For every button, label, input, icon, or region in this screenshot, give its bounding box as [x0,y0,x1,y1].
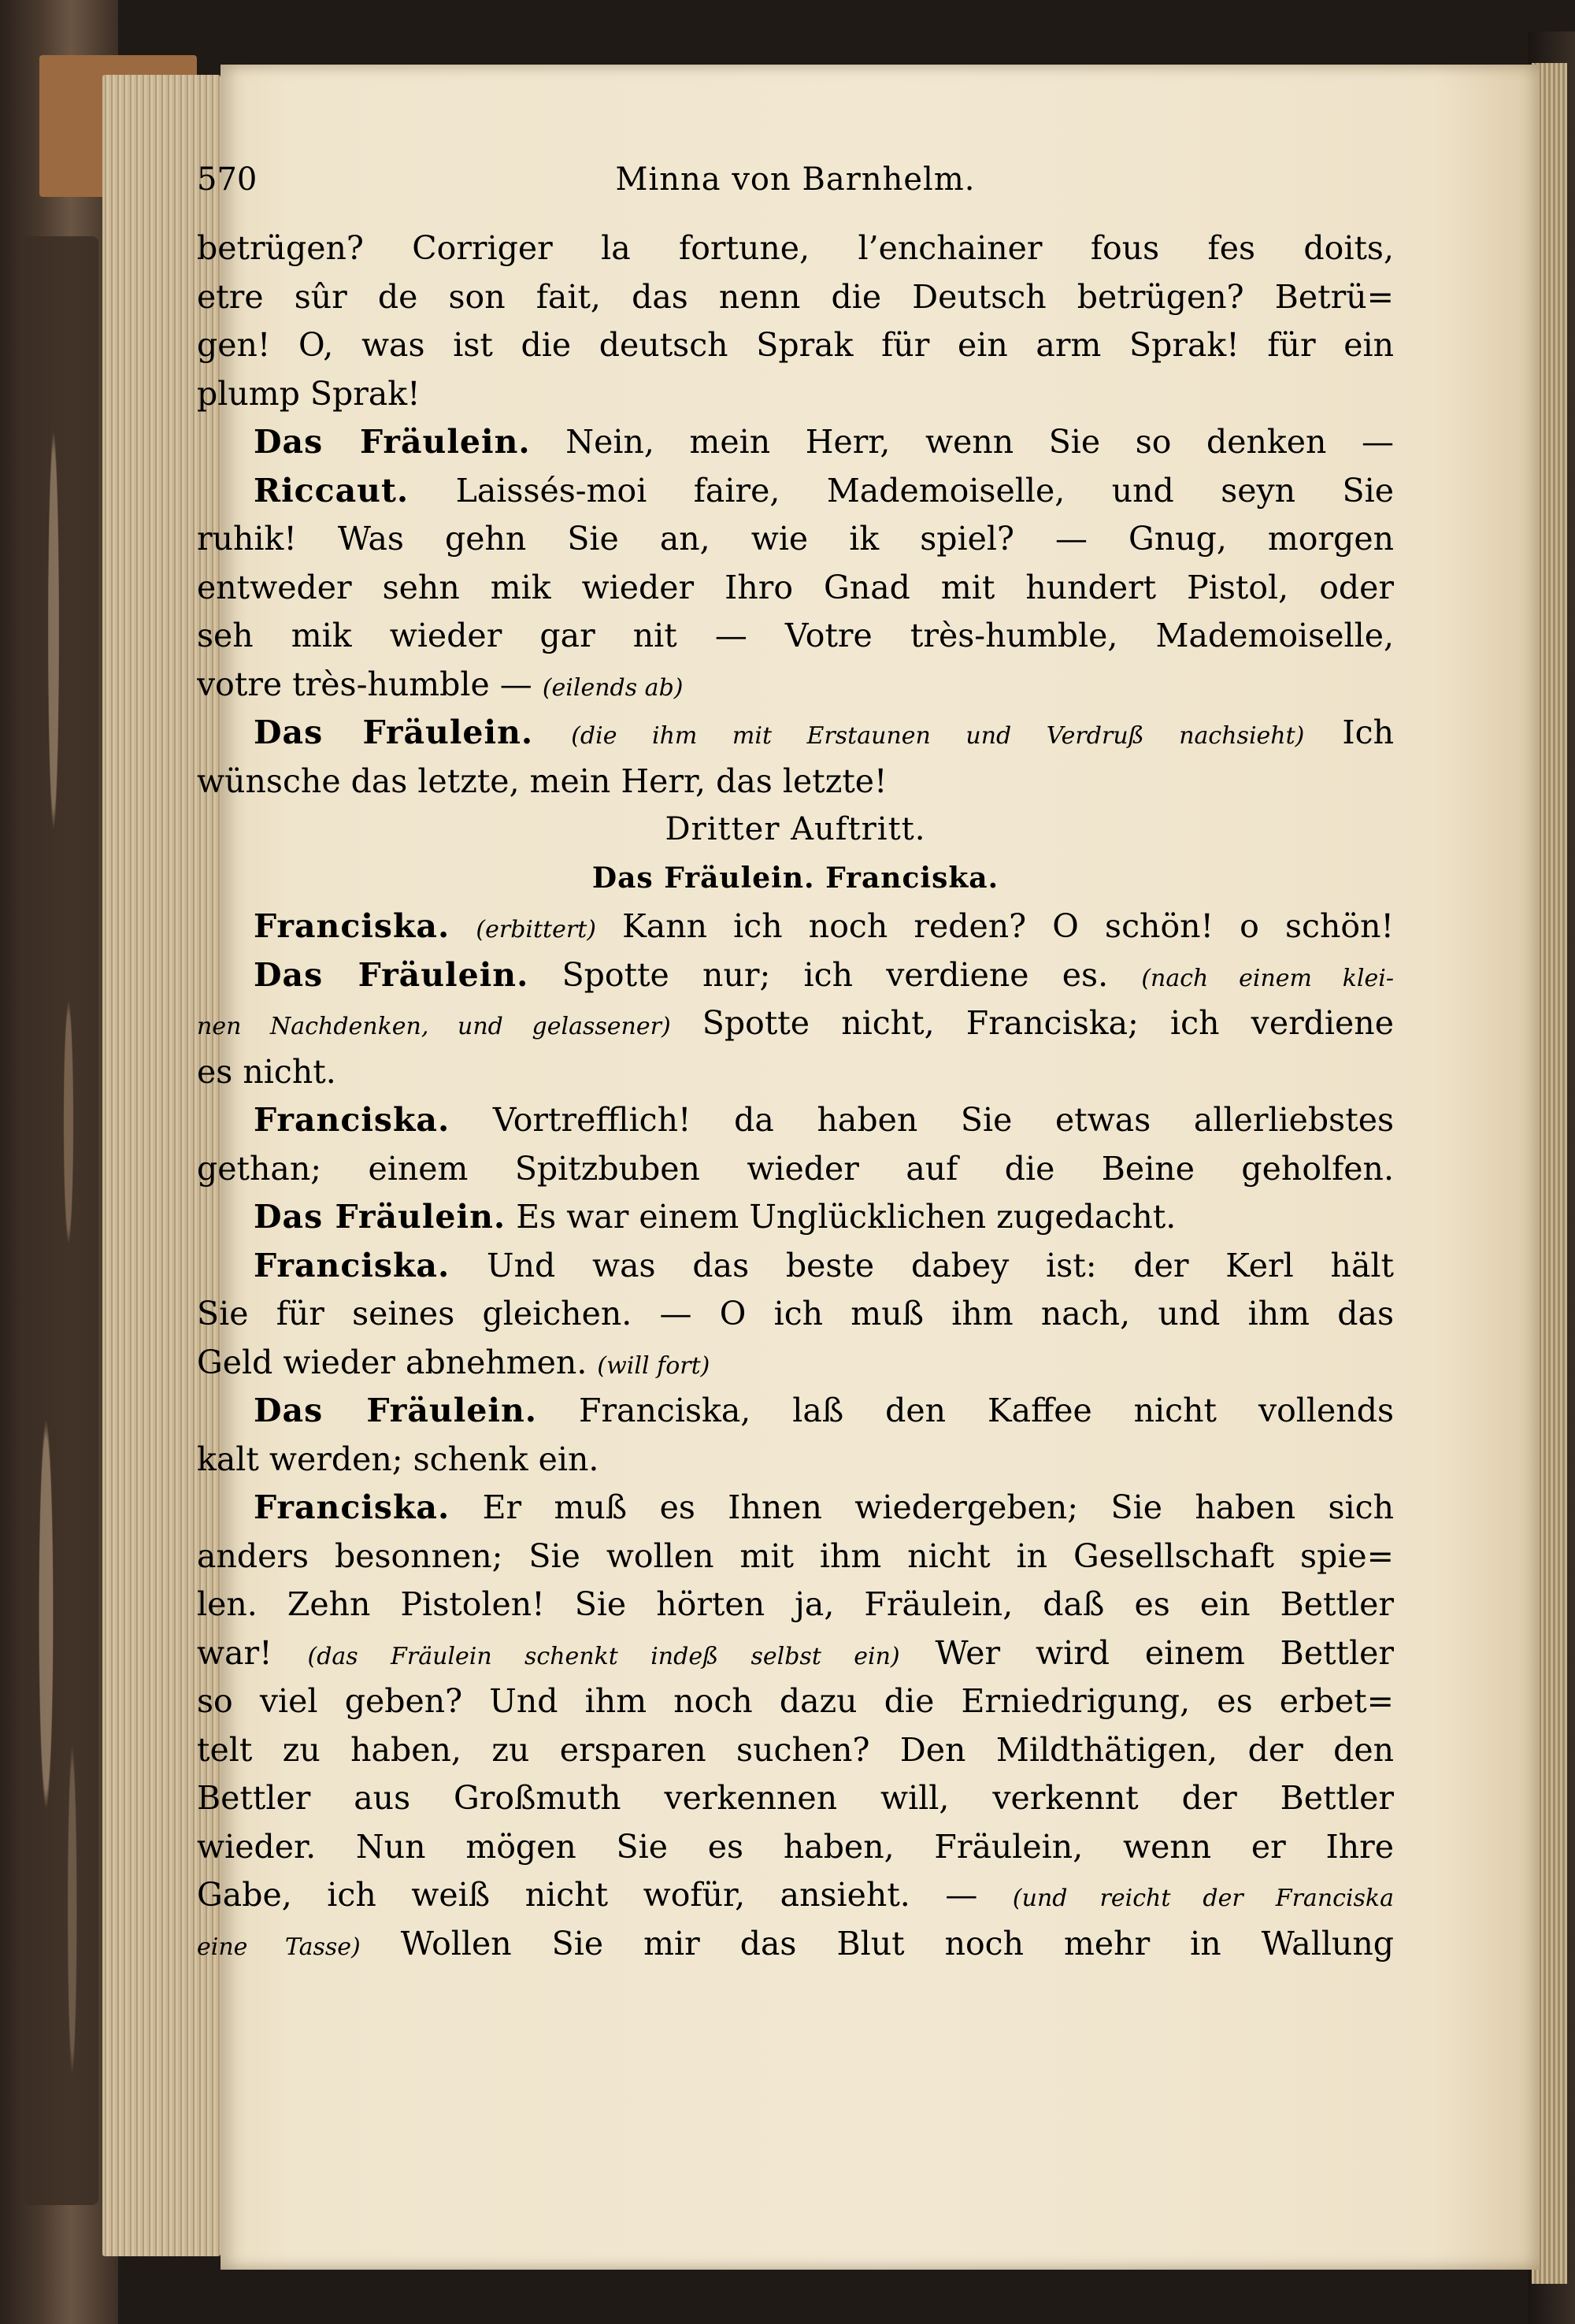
text-span [533,714,571,751]
text-line [197,709,1394,758]
text-line [197,1096,1394,1145]
stage-direction: (eilends ab) [542,673,684,702]
text-span: wieder. Nun mögen Sie es haben, Fräulein, wenn er Ihre [197,1827,1394,1866]
text-line [197,999,1394,1048]
text-line [197,321,1394,370]
stage-direction: nen Nachdenken, und gelassener) [197,1013,671,1040]
speaker-name: Das Fräulein. [254,955,529,994]
text-span: gethan; einem Spitzbuben wieder auf die Beine geholfen. [197,1149,1394,1188]
text-span: war! [197,1633,308,1672]
text-span: kalt werden; schenk ein. [197,1440,599,1478]
text-span: entweder sehn mik wieder Ihro Gnad mit hundert Pistol, oder [197,568,1394,606]
text-line [197,1871,1394,1920]
speaker-name: Riccaut. [254,471,410,510]
text-line [197,1145,1394,1194]
text-span: gen! O, was ist die deutsch Sprak für ein arm Sprak! für ein [197,326,1394,364]
text-span: anders besonnen; Sie wollen mit ihm nicht in Gesellschaft spie= [197,1536,1394,1575]
text-line [197,1726,1394,1775]
text-span: Spotte nicht, Franciska; ich verdiene [670,1004,1394,1042]
speaker-name: Das Fräulein. [254,423,531,461]
text-span: plump Sprak! [197,374,421,413]
text-span: Laissés-moi faire, Mademoiselle, und seyn Sie [409,471,1394,510]
text-line [197,854,1394,903]
text-line [197,1242,1394,1291]
speaker-name: Franciska. [254,1488,450,1526]
speaker-name: Franciska. [254,1246,450,1284]
text-line [197,1677,1394,1726]
text-span: Vortrefflich! da haben Sie etwas allerliebstes [450,1101,1394,1139]
marbled-endpaper [24,236,98,2205]
text-span: seh mik wieder gar nit — Votre très-humble, Mademoiselle, [197,617,1394,654]
stage-direction: (erbittert) [476,916,596,943]
text-span: betrügen? Corriger la fortune, l’enchainer fous fes doits, [197,229,1394,267]
page-text [197,224,1394,1968]
speaker-name: Das Fräulein. [254,1392,538,1429]
running-title: Minna von Barnhelm. [615,161,976,198]
text-line [197,951,1394,1000]
text-span: etre sûr de son fait, das nenn die Deutsch betrügen? Betrü= [197,277,1394,316]
stage-direction: (die ihm mit Erstaunen und Verdruß nachsieht) [571,722,1305,750]
text-span: votre très-humble — [197,665,543,703]
text-span: Dritter Auftritt. [665,811,926,847]
text-line [197,224,1394,273]
speaker-name: Franciska. [254,1101,450,1139]
text-span: Es war einem Unglücklichen zugedacht. [506,1198,1177,1236]
text-line [197,1339,1394,1388]
text-line [197,418,1394,467]
text-span: Das Fräulein. Franciska. [591,861,999,895]
stage-direction: (das Fräulein schenkt indeß selbst ein) [307,1642,900,1670]
text-span: Franciska, laß den Kaffee nicht vollends [537,1392,1394,1429]
text-line [197,758,1394,806]
text-span: Geld wieder abnehmen. [197,1343,598,1381]
stage-direction: eine Tasse) [197,1933,361,1961]
text-span: Spotte nur; ich verdiene es. [528,955,1142,994]
text-span: Ich [1304,714,1394,751]
text-line [197,1629,1394,1678]
speaker-name: Das Fräulein. [254,714,534,751]
text-line [197,1387,1394,1436]
stage-direction: (und reicht der Franciska [1012,1885,1394,1912]
text-line [197,1920,1394,1969]
text-line [197,1290,1394,1339]
text-line [197,1436,1394,1484]
text-line [197,612,1394,661]
text-line [197,1484,1394,1533]
text-span: so viel geben? Und ihm noch dazu die Erniedrigung, es erbet= [197,1682,1394,1720]
speaker-name: Franciska. [254,907,450,945]
text-line [197,1823,1394,1872]
text-span: len. Zehn Pistolen! Sie hörten ja, Fräulein, daß es ein Bettler [197,1585,1394,1623]
stage-direction: (nach einem klei- [1141,964,1394,992]
text-line [197,515,1394,564]
text-span: ruhik! Was gehn Sie an, wie ik spiel? — Gnug, morgen [197,520,1394,558]
text-line [197,1774,1394,1823]
text-line [197,370,1394,419]
text-span: Er muß es Ihnen wiedergeben; Sie haben sich [450,1488,1394,1526]
text-line [197,564,1394,613]
text-line [197,806,1394,854]
text-line [197,903,1394,951]
text-span: Bettler aus Großmuth verkennen will, verkennt der Bettler [197,1779,1394,1817]
text-line [197,661,1394,710]
stage-direction: (will fort) [597,1351,710,1380]
speaker-name: Das Fräulein. [254,1198,506,1236]
text-span: Gabe, ich weiß nicht wofür, ansieht. — [197,1876,1013,1914]
text-span: telt zu haben, zu ersparen suchen? Den Mildthätigen, der den [197,1730,1394,1769]
text-span: es nicht. [197,1052,336,1091]
page-header [197,161,1394,217]
text-line [197,1533,1394,1581]
text-span [450,907,476,945]
text-line [197,467,1394,516]
text-line [197,273,1394,322]
text-line [197,1048,1394,1097]
text-span: Nein, mein Herr, wenn Sie so denken — [530,423,1394,461]
text-span: Sie für seines gleichen. — O ich muß ihm nach, und ihm das [197,1295,1394,1333]
text-span: Wer wird einem Bettler [899,1633,1394,1672]
text-span: Wollen Sie mir das Blut noch mehr in Wallung [360,1924,1394,1963]
page-number: 570 [197,161,258,198]
text-span: wünsche das letzte, mein Herr, das letzte! [197,762,888,800]
text-span: Kann ich noch reden? O schön! o schön! [595,907,1394,945]
text-line [197,1581,1394,1629]
text-span: Und was das beste dabey ist: der Kerl hält [450,1246,1394,1284]
text-line [197,1193,1394,1242]
